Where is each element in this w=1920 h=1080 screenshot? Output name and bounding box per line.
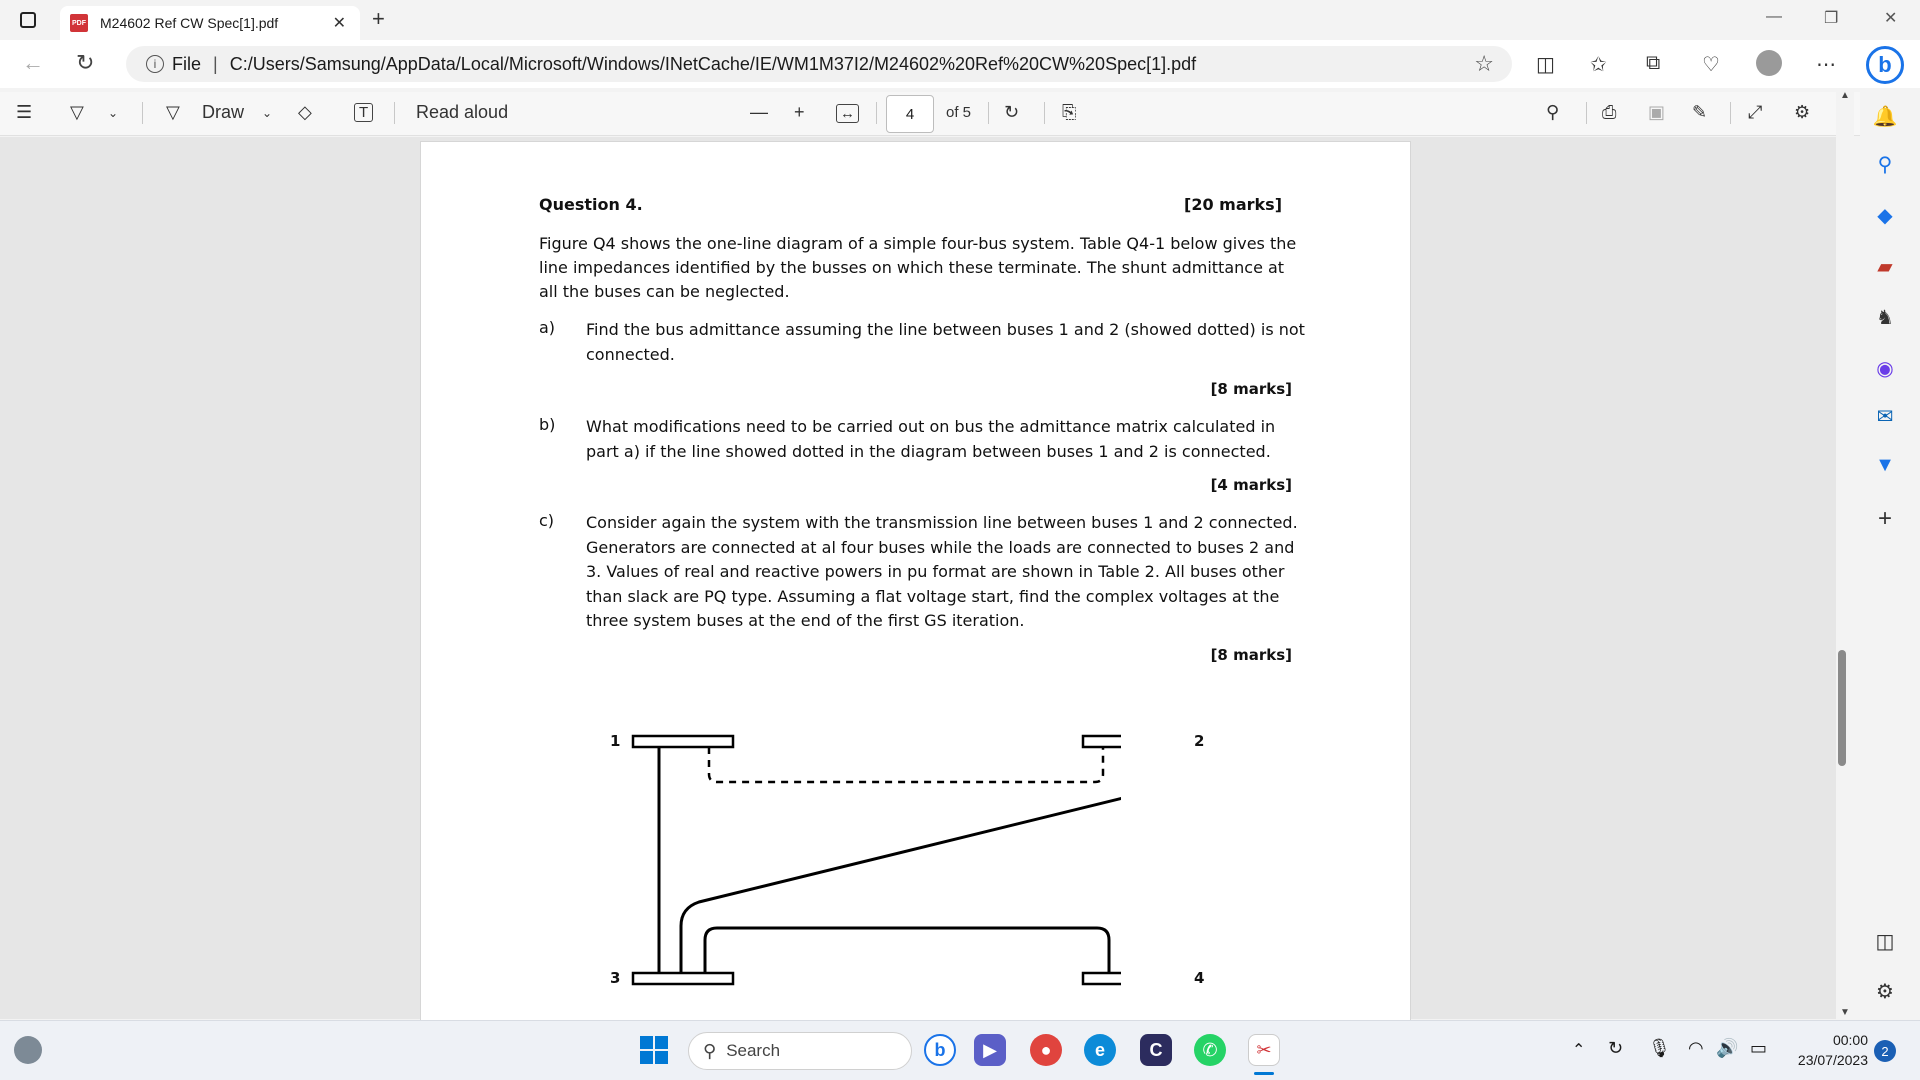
bus-label-4: 4	[1194, 969, 1205, 987]
part-marks: [4 marks]	[1210, 476, 1292, 494]
edge-icon[interactable]: e	[1084, 1034, 1116, 1066]
wifi-icon[interactable]: ◠	[1688, 1038, 1704, 1058]
active-app-indicator	[1254, 1072, 1274, 1075]
print-icon[interactable]: ⎙	[1602, 102, 1617, 122]
games-icon[interactable]: ♞	[1876, 306, 1894, 329]
read-aloud-button[interactable]: Read aloud	[416, 102, 509, 122]
url-text: C:/Users/Samsung/AppData/Local/Microsoft/Windows/INetCache/IE/WM1M37I2/M24602%20Ref%20CW%20Spec[1].pdf	[229, 53, 1197, 74]
clock-date: 23/07/2023	[1797, 1052, 1868, 1068]
scroll-up-icon[interactable]: ▲	[1840, 90, 1850, 101]
zoom-in-icon[interactable]: +	[794, 102, 805, 122]
toolbar-divider	[1730, 102, 1731, 124]
url-field[interactable]	[126, 46, 1512, 82]
microphone-icon[interactable]: 🎙	[1648, 1038, 1671, 1058]
part-label: a)	[539, 318, 556, 337]
part-text: Find the bus admittance assuming the line between buses 1 and 2 (showed dotted) is not connected.	[586, 320, 1305, 364]
notification-badge[interactable]: 2	[1874, 1040, 1896, 1062]
highlight-icon[interactable]: ▽	[70, 102, 84, 122]
notifications-icon[interactable]: 🔔	[1872, 105, 1898, 128]
new-tab-icon[interactable]: +	[372, 6, 385, 31]
question-marks: [20 marks]	[1184, 195, 1282, 214]
add-sidebar-item-icon[interactable]: +	[1877, 505, 1892, 532]
microsoft-365-icon[interactable]: ◉	[1876, 357, 1894, 380]
toolbar-divider	[142, 102, 143, 124]
pdf-icon: PDF	[70, 14, 88, 32]
sidebar-settings-icon[interactable]: ⚙	[1876, 980, 1894, 1003]
bus-label-1: 1	[610, 732, 621, 750]
taskbar	[0, 1020, 1920, 1080]
snipping-tool-icon[interactable]: ✂	[1248, 1034, 1280, 1066]
scrollbar-thumb[interactable]	[1838, 650, 1846, 766]
find-icon[interactable]: ⚲	[1546, 102, 1560, 122]
address-bar	[0, 40, 1920, 88]
bus-bar-1	[633, 736, 733, 747]
profile-avatar[interactable]	[1756, 50, 1782, 76]
bus-label-3: 3	[610, 969, 621, 987]
highlight-dropdown-icon[interactable]: ⌄	[108, 106, 119, 120]
page-view-icon[interactable]: ⎘	[1062, 102, 1077, 122]
part-text: Consider again the system with the transmission line between buses 1 and 2 connected. Generators are connected at al four buses while the loads are connected to buses 2 and 3. Values of real and reactive powers in pu format are shown in Table 2. All buses other than slack are PQ type. Assuming a flat voltage start, find the complex voltages at the three system buses at the end of the first GS iteration.	[586, 513, 1298, 630]
bus-bar-3	[633, 973, 733, 984]
part-marks: [8 marks]	[1210, 646, 1292, 664]
back-icon[interactable]: ←	[22, 50, 44, 75]
url-separator: |	[213, 53, 218, 74]
tab-actions-icon[interactable]	[20, 12, 36, 28]
toolbar-divider	[1044, 102, 1045, 124]
line-3-4	[705, 928, 1109, 973]
question-intro: Figure Q4 shows the one-line diagram of a simple four-bus system. Table Q4-1 below gives the line impedances identified by the busses on which these terminate. The shunt admittance at all the buses can be neglected.	[539, 234, 1297, 301]
tools-icon[interactable]: ▰	[1877, 255, 1893, 278]
toolbar-divider	[988, 102, 989, 124]
bus-label-2: 2	[1194, 732, 1205, 750]
more-options-icon[interactable]: ⋯	[1816, 54, 1836, 76]
toolbar-divider	[394, 102, 395, 124]
battery-icon[interactable]: ▭	[1750, 1038, 1768, 1058]
show-hidden-icons-icon[interactable]: ⌃	[1572, 1042, 1586, 1059]
part-label: b)	[539, 415, 556, 434]
system-clock[interactable]	[1786, 1030, 1868, 1070]
chrome-icon[interactable]: ●	[1030, 1034, 1062, 1066]
title-bar	[0, 0, 1920, 40]
whatsapp-icon[interactable]: ✆	[1194, 1034, 1226, 1066]
bing-taskbar-icon[interactable]: b	[924, 1034, 956, 1066]
part-label: c)	[539, 511, 555, 530]
close-window-icon[interactable]: ✕	[1884, 10, 1898, 27]
part-marks: [8 marks]	[1210, 380, 1292, 398]
canva-icon[interactable]: C	[1140, 1034, 1172, 1066]
taskbar-search[interactable]	[688, 1032, 912, 1070]
draw-label[interactable]: Draw	[202, 102, 245, 122]
weather-widget-icon[interactable]	[14, 1036, 42, 1064]
minimize-icon[interactable]: —	[1766, 8, 1782, 25]
line-1-2-dotted	[709, 747, 1103, 782]
fit-page-icon[interactable]: ↔	[836, 104, 859, 123]
question-title: Question 4.	[539, 195, 643, 214]
sync-icon[interactable]: ↻	[1608, 1038, 1624, 1058]
draw-icon[interactable]: ▽	[166, 102, 180, 122]
favorite-star-icon[interactable]: ☆	[1474, 51, 1494, 76]
favorites-icon[interactable]: ✩	[1590, 54, 1607, 76]
four-bus-diagram	[601, 722, 1121, 1022]
shopping-icon[interactable]: ◆	[1877, 204, 1893, 227]
url-scheme-label: File	[172, 53, 202, 74]
scroll-down-icon[interactable]: ▼	[1840, 1007, 1850, 1018]
search-label: Search	[726, 1041, 781, 1060]
toolbar-divider	[876, 102, 877, 124]
save-as-icon[interactable]: ✎	[1692, 102, 1708, 122]
draw-dropdown-icon[interactable]: ⌄	[262, 106, 273, 120]
tab-title: M24602 Ref CW Spec[1].pdf	[100, 15, 279, 31]
bus-bar-2	[1083, 736, 1121, 747]
save-icon[interactable]: ▣	[1648, 102, 1666, 122]
browser-essentials-icon[interactable]: ♡	[1702, 54, 1720, 76]
vertical-scrollbar[interactable]	[1836, 88, 1854, 1020]
search-icon: ⚲	[703, 1040, 717, 1061]
text-box-icon[interactable]: T	[354, 103, 373, 122]
page-total-label: of 5	[946, 104, 972, 121]
erase-icon[interactable]: ◇	[298, 102, 312, 122]
zoom-out-icon[interactable]: —	[750, 102, 768, 122]
outlook-icon[interactable]: ✉	[1876, 405, 1894, 428]
drop-icon[interactable]: ▼	[1875, 453, 1895, 476]
search-sidebar-icon[interactable]: ⚲	[1877, 153, 1893, 176]
pdf-settings-icon[interactable]: ⚙	[1794, 102, 1811, 122]
page-number-input[interactable]: 4	[886, 95, 934, 133]
restore-icon[interactable]: ❐	[1824, 10, 1839, 27]
part-text: What modifications need to be carried out on bus the admittance matrix calculated in part a) if the line showed dotted in the diagram between buses 1 and 2 is connected.	[586, 417, 1276, 461]
split-screen-icon[interactable]: ◫	[1536, 54, 1555, 76]
info-icon[interactable]: i	[146, 55, 164, 73]
pdf-page	[420, 141, 1411, 1021]
close-tab-icon[interactable]: ✕	[332, 15, 346, 32]
sidebar-layout-icon[interactable]: ◫	[1875, 930, 1895, 953]
collections-icon[interactable]: ⧉	[1646, 52, 1661, 74]
clock-time: 00:00	[1832, 1032, 1868, 1048]
volume-icon[interactable]: 🔊	[1716, 1038, 1739, 1058]
refresh-icon[interactable]: ↻	[76, 50, 95, 75]
contents-icon[interactable]: ☰	[16, 102, 33, 122]
windows-start-icon[interactable]	[640, 1036, 668, 1064]
active-tab[interactable]	[60, 6, 360, 40]
bing-copilot-icon[interactable]: b	[1866, 46, 1904, 84]
rotate-icon[interactable]: ↻	[1004, 102, 1020, 122]
fullscreen-icon[interactable]: ⤢	[1748, 102, 1763, 122]
toolbar-divider	[1586, 102, 1587, 124]
teams-icon[interactable]: ▶	[974, 1034, 1006, 1066]
bus-bar-4	[1083, 973, 1121, 984]
